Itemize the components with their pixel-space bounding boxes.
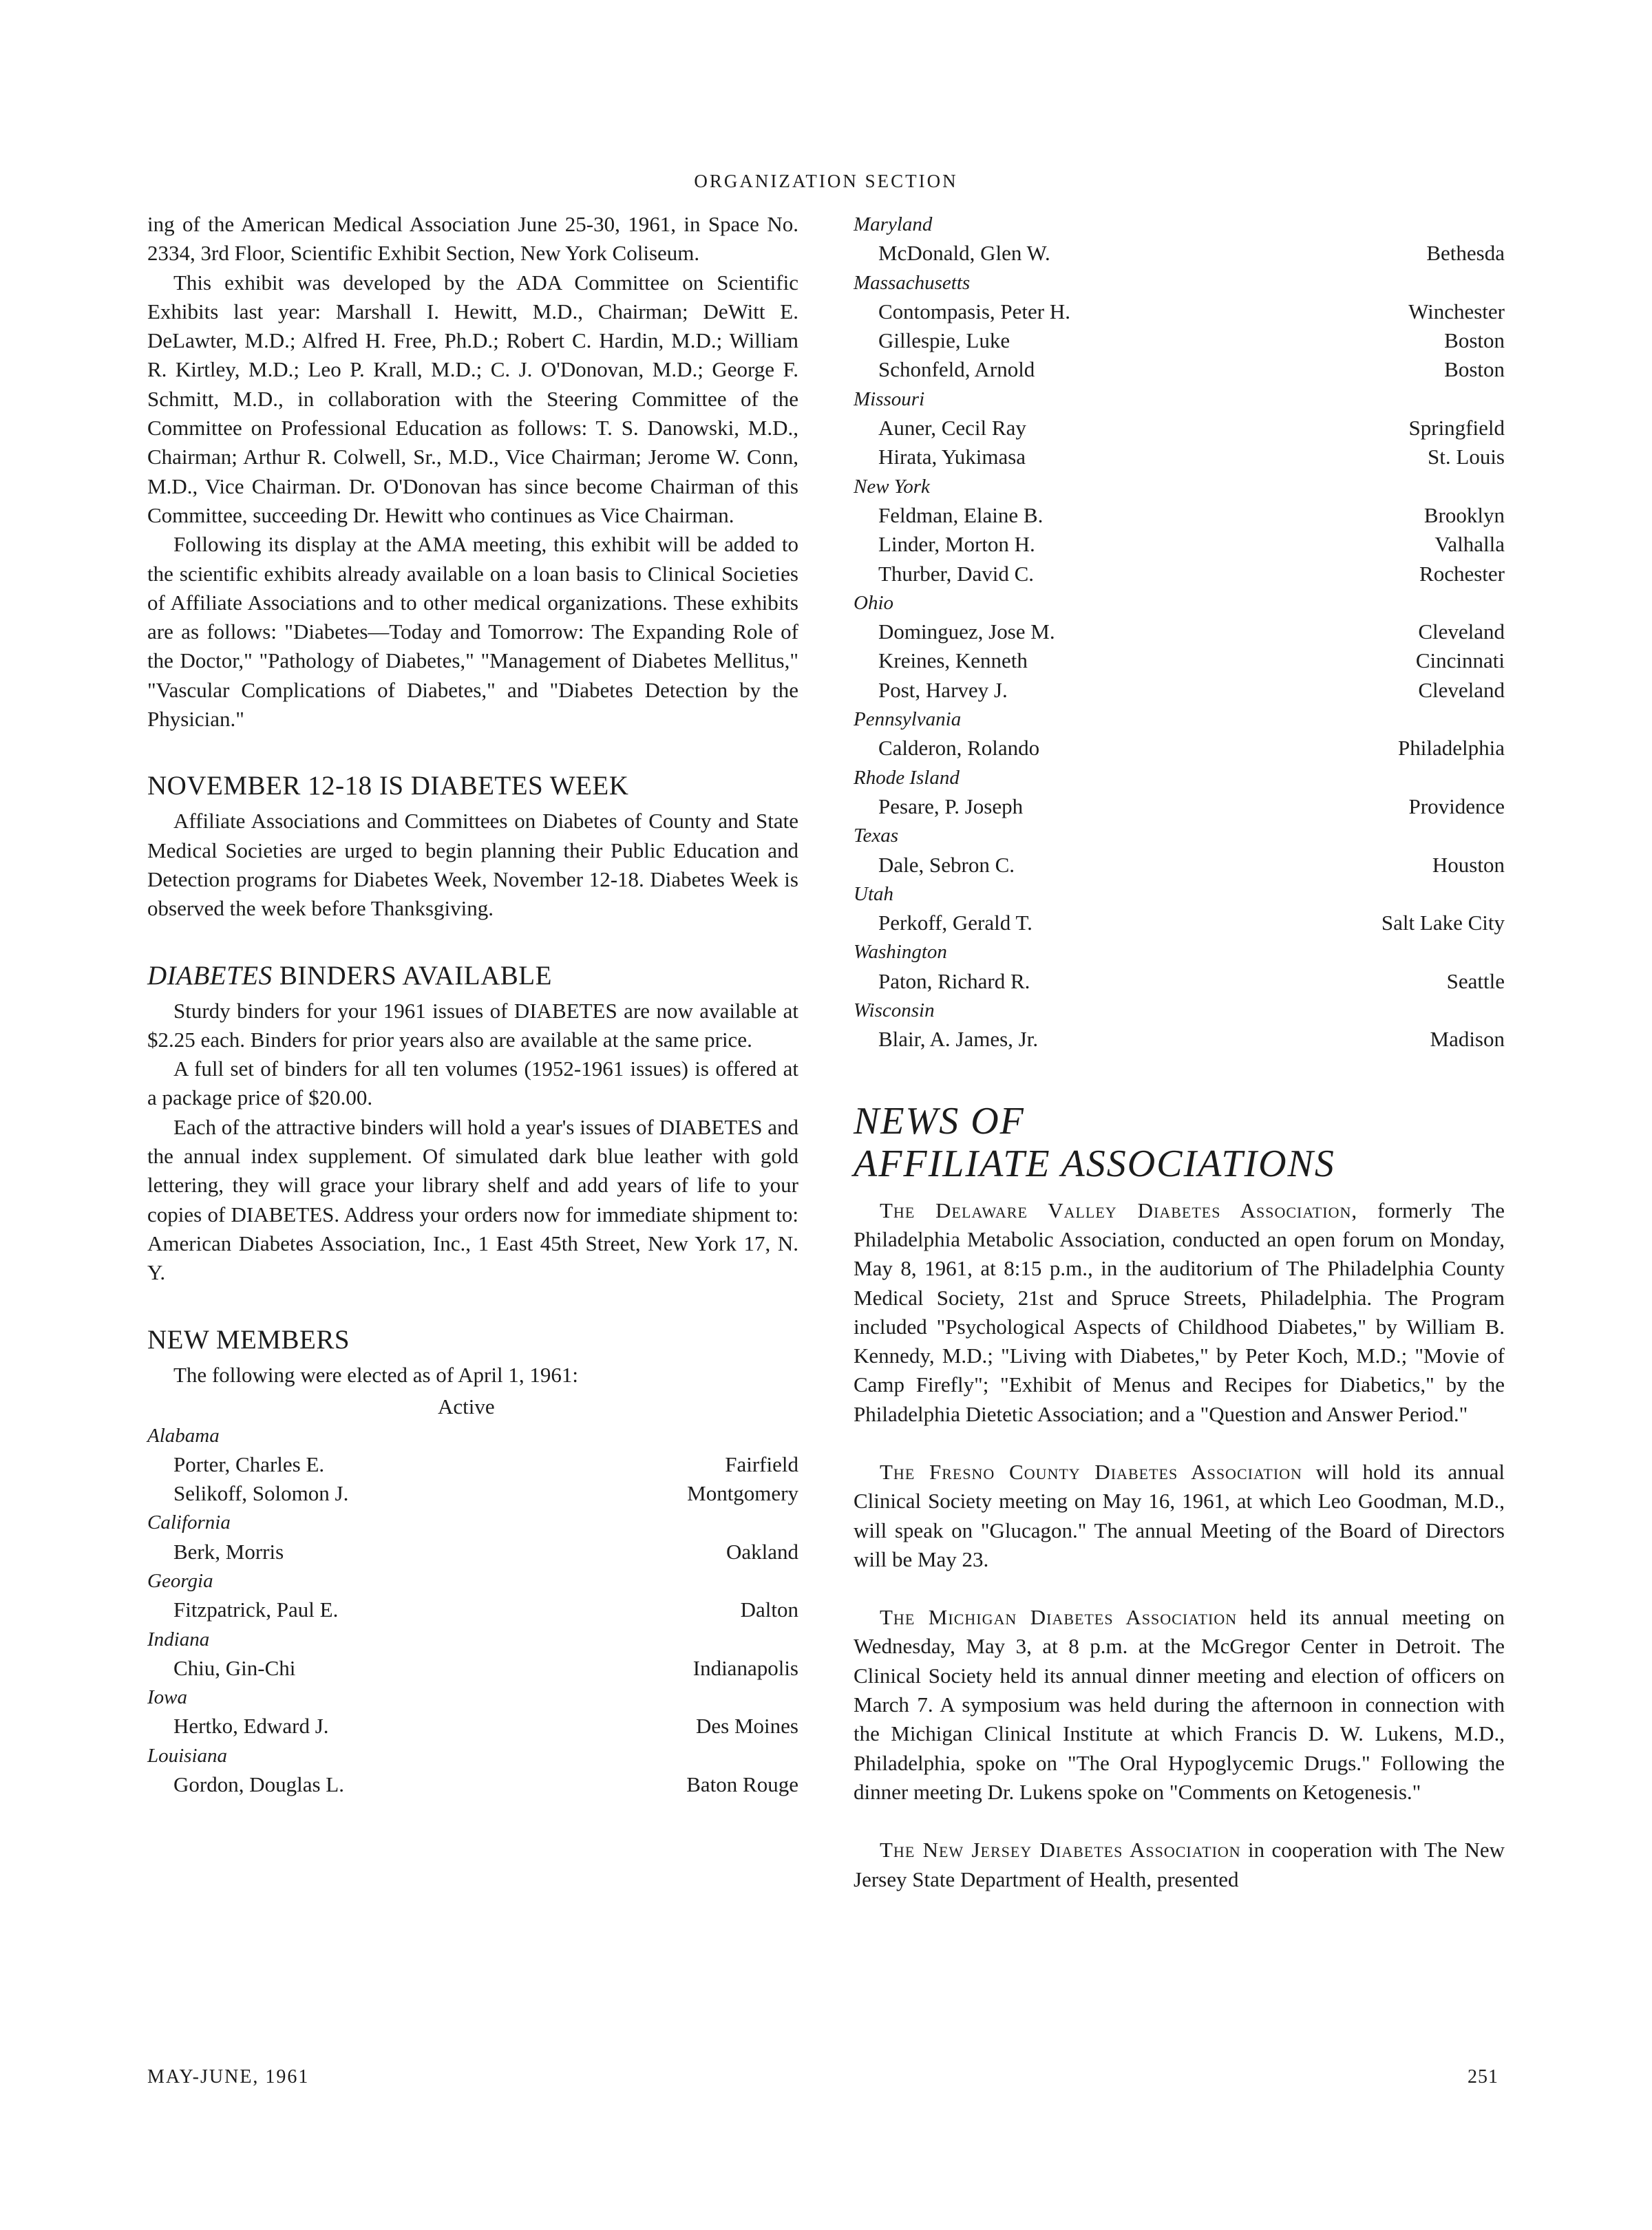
- binders-heading-italic: DIABETES: [147, 960, 273, 990]
- active-label: Active: [438, 1394, 495, 1419]
- state-heading: Ohio: [854, 591, 893, 614]
- member-city: Providence: [1408, 794, 1505, 818]
- state-heading: Iowa: [147, 1686, 187, 1709]
- binders-paragraph-1: Sturdy binders for your 1961 issues of DIABETES are now available at $2.25 each. Binders for prior years also are available at the same price.: [147, 998, 798, 1052]
- state-heading: Washington: [854, 941, 947, 964]
- diabetes-week-heading: NOVEMBER 12-18 IS DIABETES WEEK: [147, 771, 629, 801]
- fresno-news-paragraph: [854, 1458, 1505, 1574]
- state-heading: Wisconsin: [854, 999, 935, 1022]
- member-city: Brooklyn: [1423, 502, 1505, 527]
- member-city: Boston: [1444, 328, 1505, 353]
- state-heading: Rhode Island: [854, 766, 960, 789]
- exhibit-paragraph-1: ing of the American Medical Association June 25-30, 1961, in Space No. 2334, 3rd Floor, Scientific Exhibit Section, New York Coliseum.: [147, 212, 798, 266]
- member-name: Dominguez, Jose M.: [878, 619, 1055, 644]
- member-row: [854, 501, 1505, 530]
- member-name: Schonfeld, Arnold: [878, 357, 1035, 382]
- member-row: [147, 1770, 798, 1799]
- member-name: Hertko, Edward J.: [173, 1714, 329, 1739]
- member-city: Winchester: [1408, 299, 1505, 323]
- member-row: [854, 617, 1505, 646]
- member-city: Fairfield: [725, 1452, 798, 1476]
- news-title-line-2: AFFILIATE ASSOCIATIONS: [854, 1142, 1335, 1185]
- delaware-news-text: formerly The Philadelphia Metabolic Association, conducted an open forum on Monday, May 8, 1961, at 8:15 p.m., in the auditorium of The Philadelphia County Medical Society, 21st and Spruce Streets, Philadelphia. The Program included "Psychological Aspects of Childhood Diabetes," by William B. Kennedy, M.D.; "Living with Diabetes," by Peter Koch, M.D.; "Movie of Camp Firefly"; "Exhibit of Menus and Recipes for Diabetics," by the Philadelphia Dietetic Association; and a "Question and Answer Period.": [854, 1198, 1505, 1426]
- state-heading: Georgia: [147, 1569, 213, 1592]
- member-city: Seattle: [1446, 968, 1505, 993]
- member-name: Thurber, David C.: [878, 561, 1035, 586]
- michigan-association-name: The Michigan Diabetes Association: [880, 1605, 1238, 1630]
- member-row: [854, 297, 1505, 326]
- member-name: Auner, Cecil Ray: [878, 416, 1026, 440]
- state-heading: Pennsylvania: [854, 708, 962, 731]
- member-city: Valhalla: [1434, 532, 1505, 557]
- member-row: [854, 530, 1505, 559]
- state-heading: Louisiana: [147, 1744, 228, 1767]
- state-heading: Maryland: [854, 213, 933, 235]
- michigan-news-paragraph: [854, 1603, 1505, 1807]
- member-city: Philadelphia: [1398, 736, 1505, 761]
- member-name: Contompasis, Peter H.: [878, 299, 1070, 323]
- member-row: [854, 326, 1505, 355]
- member-row: [854, 792, 1505, 821]
- member-city: Indianapolis: [692, 1655, 798, 1680]
- member-row: [147, 1538, 798, 1567]
- member-name: Dale, Sebron C.: [878, 852, 1015, 877]
- member-city: Boston: [1444, 357, 1505, 382]
- new-jersey-news-paragraph: [854, 1836, 1505, 1894]
- member-row: [147, 1712, 798, 1741]
- member-city: Houston: [1432, 852, 1505, 877]
- member-city: St. Louis: [1428, 445, 1505, 469]
- news-title: [854, 1100, 1505, 1185]
- binders-heading-rest: BINDERS AVAILABLE: [272, 960, 552, 990]
- michigan-news-text: held its annual meeting on Wednesday, May 3, at 8 p.m. at the McGregor Center in Detroit. The Clinical Society held its annual dinner meeting and election of officers on March 7. A symposium was held during the afternoon in connection with the Michigan Clinical Institute at which Francis D. W. Lukens, M.D., Philadelphia, spoke on "The Oral Hypoglycemic Drugs." Following the dinner meeting Dr. Lukens spoke on "Comments on Ketogenesis.": [854, 1605, 1505, 1804]
- running-head: ORGANIZATION SECTION: [694, 171, 958, 191]
- new-members-heading: NEW MEMBERS: [147, 1324, 350, 1355]
- member-row: [854, 1025, 1505, 1054]
- binders-paragraph-2: A full set of binders for all ten volumes (1952-1961 issues) is offered at a package price of $20.00.: [147, 1056, 798, 1110]
- member-city: Des Moines: [696, 1714, 798, 1739]
- member-name: McDonald, Glen W.: [878, 241, 1050, 266]
- member-city: Cleveland: [1418, 619, 1505, 644]
- new-jersey-association-name: The New Jersey Diabetes Association: [880, 1838, 1241, 1862]
- member-row: [147, 1479, 798, 1508]
- member-row: [854, 909, 1505, 937]
- member-row: [147, 1654, 798, 1683]
- binders-heading: [147, 959, 798, 992]
- member-name: Kreines, Kenneth: [878, 648, 1028, 673]
- member-city: Springfield: [1408, 416, 1505, 440]
- member-name: Paton, Richard R.: [878, 968, 1030, 993]
- member-name: Fitzpatrick, Paul E.: [173, 1597, 339, 1622]
- members-list-right: [854, 210, 1505, 1054]
- member-name: Berk, Morris: [173, 1539, 284, 1564]
- member-city: Baton Rouge: [686, 1772, 798, 1797]
- state-heading: Alabama: [147, 1424, 220, 1447]
- state-heading: California: [147, 1511, 231, 1534]
- member-city: Dalton: [740, 1597, 798, 1622]
- members-intro: The following were elected as of April 1, 1961:: [173, 1362, 578, 1387]
- new-jersey-news-text: in cooperation with The New Jersey State Department of Health, presented: [854, 1838, 1505, 1891]
- member-row: [854, 443, 1505, 471]
- footer-issue: MAY-JUNE, 1961: [147, 2066, 310, 2088]
- member-name: Porter, Charles E.: [173, 1452, 325, 1476]
- member-name: Gordon, Douglas L.: [173, 1772, 344, 1797]
- member-row: [854, 414, 1505, 443]
- member-row: [147, 1595, 798, 1624]
- member-name: Calderon, Rolando: [878, 736, 1040, 761]
- state-heading: Missouri: [854, 387, 925, 410]
- fresno-news-text: will hold its annual Clinical Society meeting on May 16, 1961, at which Leo Goodman, M.D., will speak on "Glucagon." The annual Meeting of the Board of Directors will be May 23.: [854, 1459, 1505, 1571]
- state-heading: Utah: [854, 882, 893, 905]
- member-city: Montgomery: [687, 1481, 798, 1506]
- member-row: [147, 1450, 798, 1479]
- member-name: Gillespie, Luke: [878, 328, 1010, 353]
- member-name: Selikoff, Solomon J.: [173, 1481, 349, 1506]
- members-list-left: [147, 1421, 798, 1800]
- exhibit-paragraph-3: Following its display at the AMA meeting, this exhibit will be added to the scientific exhibits already available on a loan basis to Clinical Societies of Affiliate Associations and to other medical organizations. These exhibits are as follows: "Diabetes—Today and Tomorrow: The Expanding Role of the Doctor," "Pathology of Diabetes," "Management of Diabetes Mellitus," "Vascular Complications of Diabetes," and "Diabetes Detection by the Physician.": [147, 532, 798, 732]
- fresno-association-name: The Fresno County Diabetes Association: [880, 1459, 1302, 1484]
- right-column: [854, 210, 1505, 1894]
- member-row: [854, 851, 1505, 880]
- delaware-news-paragraph: [854, 1196, 1505, 1429]
- member-row: [854, 560, 1505, 588]
- member-name: Perkoff, Gerald T.: [878, 911, 1032, 935]
- member-city: Bethesda: [1426, 241, 1505, 266]
- state-heading: Texas: [854, 825, 898, 847]
- member-name: Pesare, P. Joseph: [878, 794, 1024, 818]
- member-name: Feldman, Elaine B.: [878, 502, 1044, 527]
- page-number: 251: [1468, 2066, 1499, 2088]
- member-row: [854, 676, 1505, 705]
- state-heading: New York: [854, 475, 930, 498]
- member-name: Chiu, Gin-Chi: [173, 1655, 296, 1680]
- member-row: [854, 239, 1505, 268]
- member-name: Blair, A. James, Jr.: [878, 1027, 1039, 1052]
- binders-paragraph-3: Each of the attractive binders will hold a year's issues of DIABETES and the annual index supplement. Of simulated dark blue leather with gold lettering, they will grace your library shelf and add years of life to your copies of DIABETES. Address your orders now for immediate shipment to: American Diabetes Association, Inc., 1 East 45th Street, New York 17, N. Y.: [147, 1114, 798, 1285]
- member-row: [854, 734, 1505, 763]
- left-column: [147, 210, 798, 1799]
- member-city: Oakland: [726, 1539, 798, 1564]
- member-city: Rochester: [1419, 561, 1505, 586]
- member-city: Madison: [1430, 1027, 1505, 1052]
- delaware-association-name: The Delaware Valley Diabetes Association,: [880, 1198, 1358, 1222]
- exhibit-paragraph-2: This exhibit was developed by the ADA Committee on Scientific Exhibits last year: Marshall I. Hewitt, M.D., Chairman; DeWitt E. DeLawter, M.D.; Alfred H. Free, Ph.D.; Robert C. Hardin, M.D.; William R. Kirtley, M.D.; Leo P. Krall, M.D.; C. J. O'Donovan, M.D.; George F. Schmitt, M.D., in collaboration with the Steering Committee of the Committee on Professional Education as follows: T. S. Danowski, M.D., Chairman; Arthur R. Colwell, Sr., M.D., Vice Chairman; Jerome W. Conn, M.D., Vice Chairman. Dr. O'Donovan has since become Chairman of this Committee, succeeding Dr. Hewitt who continues as Vice Chairman.: [147, 270, 798, 527]
- member-name: Linder, Morton H.: [878, 532, 1035, 557]
- member-city: Cleveland: [1418, 677, 1505, 702]
- member-name: Post, Harvey J.: [878, 677, 1008, 702]
- diabetes-week-paragraph: Affiliate Associations and Committees on Diabetes of County and State Medical Societies are urged to begin planning their Public Education and Detection programs for Diabetes Week, November 12-18. Diabetes Week is observed the week before Thanksgiving.: [147, 809, 798, 921]
- member-city: Cincinnati: [1415, 648, 1505, 673]
- member-row: [854, 967, 1505, 996]
- member-city: Salt Lake City: [1381, 911, 1505, 935]
- state-heading: Indiana: [147, 1628, 210, 1650]
- state-heading: Massachusetts: [854, 271, 971, 294]
- news-title-line-1: NEWS OF: [854, 1099, 1025, 1143]
- member-row: [854, 355, 1505, 384]
- member-row: [854, 646, 1505, 675]
- member-name: Hirata, Yukimasa: [878, 445, 1026, 469]
